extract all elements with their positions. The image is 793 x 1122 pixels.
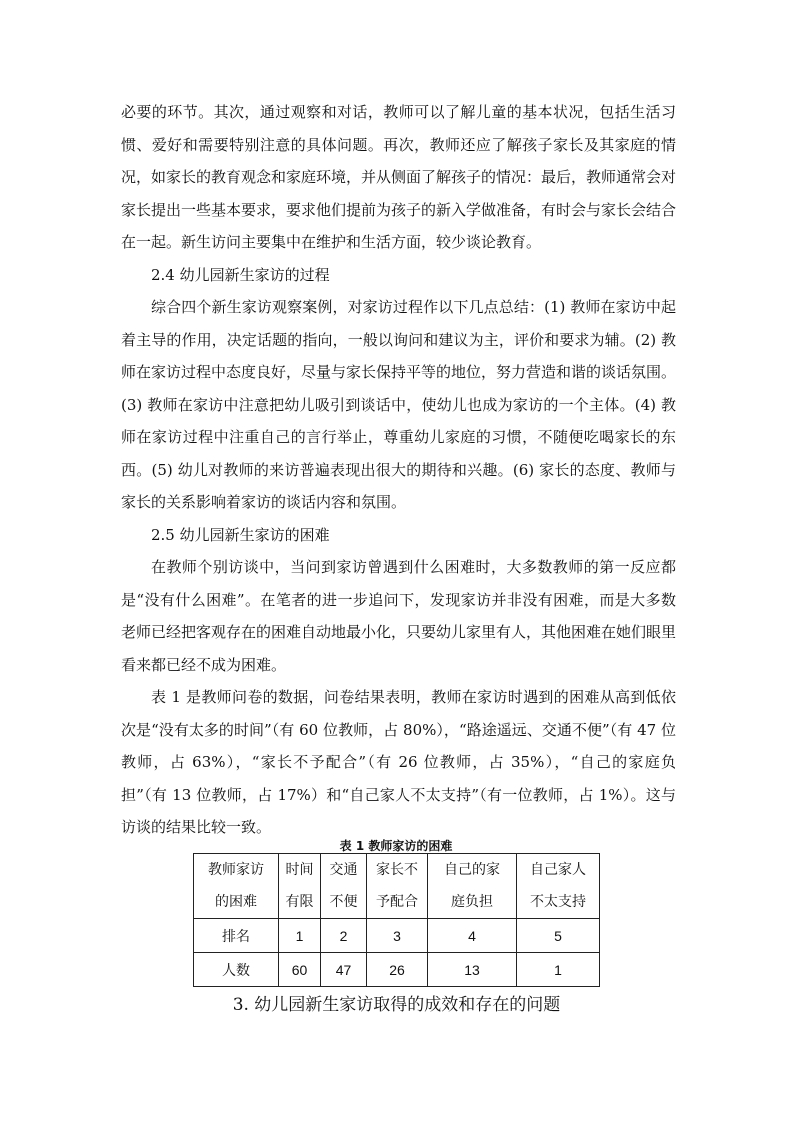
table-header-cell: 教师家访 的困难 — [194, 854, 279, 919]
table-row — [194, 919, 600, 953]
table-header-cell: 时间 有限 — [279, 854, 321, 919]
table-row-label: 排名 — [194, 919, 279, 953]
table-cell: 2 — [321, 919, 367, 953]
table-cell: 1 — [517, 953, 600, 987]
table-caption: 表 1 教师家访的困难 — [339, 839, 453, 853]
paragraph: 在教师个别访谈中，当问到家访曾遇到什么困难时，大多数教师的第一反应都是“没有什么困难”。在笔者的进一步追问下，发现家访并非没有困难，而是大多数老师已经把客观存在的困难自动地最小化，只要幼儿家里有人，其他困难在她们眼里看来都已经不成为困难。 — [121, 558, 677, 674]
section-heading: 3. 幼儿园新生家访取得的成效和存在的问题 — [232, 995, 561, 1015]
table-cell: 47 — [321, 953, 367, 987]
table-row — [194, 953, 600, 987]
table-header-row — [194, 854, 600, 919]
table-cell: 4 — [428, 919, 517, 953]
table-cell: 1 — [279, 919, 321, 953]
table-header-cell: 家长不 予配合 — [367, 854, 428, 919]
table-cell: 13 — [428, 953, 517, 987]
table-header-cell: 自己的家 庭负担 — [428, 854, 517, 919]
table-cell: 26 — [367, 953, 428, 987]
subsection-heading: 2.5 幼儿园新生家访的困难 — [151, 525, 330, 544]
table-cell: 5 — [517, 919, 600, 953]
table-cell: 60 — [279, 953, 321, 987]
table-cell: 3 — [367, 919, 428, 953]
paragraph: 表 1 是教师问卷的数据，问卷结果表明，教师在家访时遇到的困难从高到低依次是“没有太多的时间”（有 60 位教师，占 80%），“路途遥远、交通不便”（有 47 位教师，占 63%），“家长不予配合”（有 26 位教师，占 35%），“自己的家庭负担”（有 13 位教师，占 17%）和“自己家人不太支持”（有一位教师，占 1%）。这与访谈的结果比较一致。 — [121, 688, 676, 836]
paragraph: 综合四个新生家访观察案例，对家访过程作以下几点总结：(1) 教师在家访中起着主导的作用，决定话题的指向，一般以询问和建议为主，评价和要求为辅。(2) 教师在家访过程中态度良好，尽量与家长保持平等的地位，努力营造和谐的谈话氛围。(3) 教师在家访中注意把幼儿吸引到谈话中，使幼儿也成为家访的一个主体。(4) 教师在家访过程中注重自己的言行举止，尊重幼儿家庭的习惯，不随便吃喝家长的东西。(5) 幼儿对教师的来访普遍表现出很大的期待和兴趣。(6) 家长的态度、教师与家长的关系影响着家访的谈话内容和氛围。 — [121, 298, 677, 511]
body-text — [121, 96, 676, 844]
table-header-cell: 自己家人 不太支持 — [517, 854, 600, 919]
subsection-heading: 2.4 幼儿园新生家访的过程 — [151, 265, 330, 284]
table-row-label: 人数 — [194, 953, 279, 987]
table-header-cell: 交通 不便 — [321, 854, 367, 919]
paragraph: 必要的环节。其次，通过观察和对话，教师可以了解儿童的基本状况，包括生活习惯、爱好和需要特别注意的具体问题。再次，教师还应了解孩子家长及其家庭的情况，如家长的教育观念和家庭环境，并从侧面了解孩子的情况：最后，教师通常会对家长提出一些基本要求，要求他们提前为孩子的新入学做准备，有时会与家长会结合在一起。新生访问主要集中在维护和生活方面，较少谈论教育。 — [121, 103, 677, 251]
difficulties-table — [193, 853, 600, 987]
